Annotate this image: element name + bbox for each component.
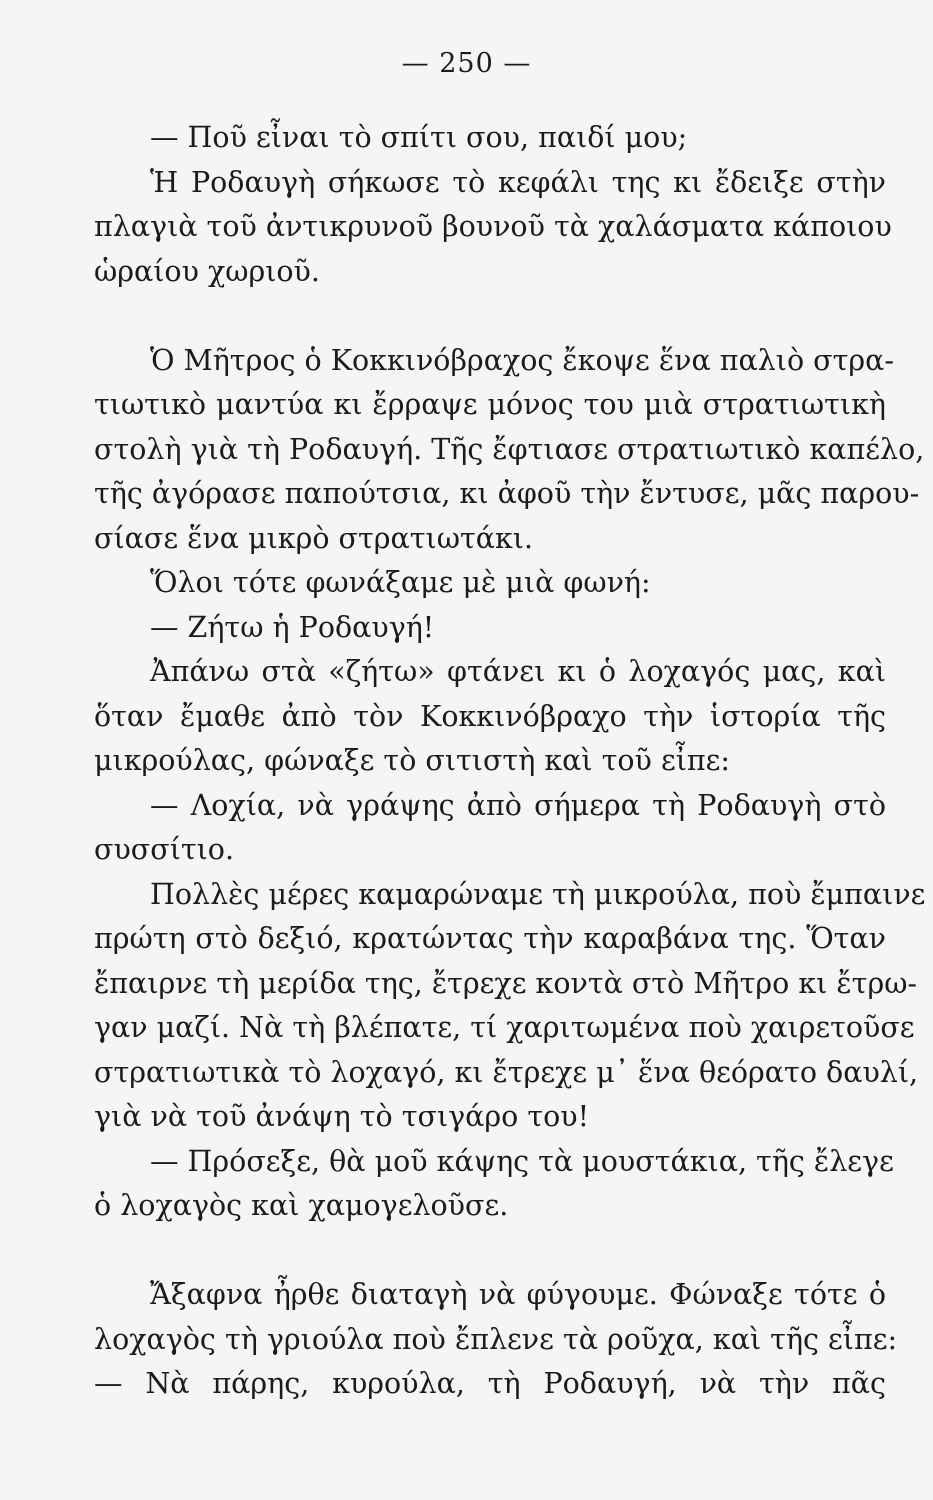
paragraph [94,873,926,1140]
paragraph [94,1140,894,1229]
text-line: ὅταν ἔμαθε ἀπὸ τὸν Κοκκινόβραχο τὴν ἱστορία τῆς [94,699,886,733]
text-line: — Νὰ πάρης, κυρούλα, τὴ Ροδαυγή, νὰ τὴν πᾶς [94,1367,886,1400]
text-line: πλαγιὰ τοῦ ἀντικρυνοῦ βουνοῦ τὰ χαλάσματα κάποιου [94,210,892,243]
page-number: — 250 — [401,48,532,79]
paragraph [94,606,886,651]
text-line: γιὰ νὰ τοῦ ἀνάψη τὸ τσιγάρο του! [94,1100,590,1133]
text-line: τῆς ἀγόρασε παπούτσια, κι ἀφοῦ τὴν ἔντυσε, μᾶς παρου- [94,477,920,510]
paragraph [94,1273,898,1407]
text-line: πρώτη στὸ δεξιό, κρατώντας τὴν καραβάνα της. Ὅταν [94,922,886,955]
text-line: σίασε ἕνα μικρὸ στρατιωτάκι. [94,521,534,555]
paragraph [94,161,892,295]
text-line: τιωτικὸ μαντύα κι ἔρραψε μόνος του μιὰ στρατιωτικὴ [94,388,886,421]
paragraph [94,650,886,784]
text-line: λοχαγὸς τὴ γριούλα ποὺ ἔπλενε τὰ ροῦχα, καὶ τῆς εἶπε: [94,1322,898,1356]
text-line: ἔπαιρνε τὴ μερίδα της, ἔτρεχε κοντὰ στὸ Μῆτρο κι ἔτρω- [94,966,918,1000]
text-line: Πολλὲς μέρες καμαρώναμε τὴ μικρούλα, ποὺ ἔμπαινε [150,877,926,911]
text-line: — Ζήτω ἡ Ροδαυγή! [150,610,435,644]
text-line: μικρούλας, φώναξε τὸ σιτιστὴ καὶ τοῦ εἶπε: [94,744,730,777]
text-line: Ἡ Ροδαυγὴ σήκωσε τὸ κεφάλι της κι ἔδειξε στὴν [150,165,886,199]
text-line: — Λοχία, νὰ γράψης ἀπὸ σήμερα τὴ Ροδαυγὴ στὸ [150,788,886,822]
paragraph [94,339,925,562]
text-line: στρατιωτικὰ τὸ λοχαγό, κι ἔτρεχε μ᾽ ἕνα θεόρατο δαυλί, [94,1055,919,1089]
text-line: στολὴ γιὰ τὴ Ροδαυγή. Τῆς ἔφτιασε στρατιωτικὸ καπέλο, [94,432,925,466]
paragraph [94,561,886,606]
text-line: ὡραίου χωριοῦ. [94,254,320,288]
paragraph [94,784,886,873]
text-line: Ὁ Μῆτρος ὁ Κοκκινόβραχος ἔκοψε ἕνα παλιὸ στρα- [150,343,895,377]
text-line: — Ποῦ εἶναι τὸ σπίτι σου, παιδί μου; [150,121,688,154]
body-text [94,116,926,1407]
text-line: Ἄξαφνα ἦρθε διαταγὴ νὰ φύγουμε. Φώναξε τότε ὁ [150,1278,886,1311]
text-line: γαν μαζί. Νὰ τὴ βλέπατε, τί χαριτωμένα ποὺ χαιρετοῦσε [94,1011,915,1044]
text-line: Ὅλοι τότε φωνάξαμε μὲ μιὰ φωνή: [150,566,651,599]
paragraph-gap [94,294,886,339]
text-line: συσσίτιο. [94,833,235,866]
paragraph [94,116,886,161]
text-line: Ἀπάνω στὰ «ζήτω» φτάνει κι ὁ λοχαγός μας, καὶ [150,655,886,688]
paragraph-gap [94,1229,886,1274]
text-line: — Πρόσεξε, θὰ μοῦ κάψης τὰ μουστάκια, τῆς ἔλεγε [150,1144,894,1178]
text-line: ὁ λοχαγὸς καὶ χαμογελοῦσε. [94,1189,509,1222]
